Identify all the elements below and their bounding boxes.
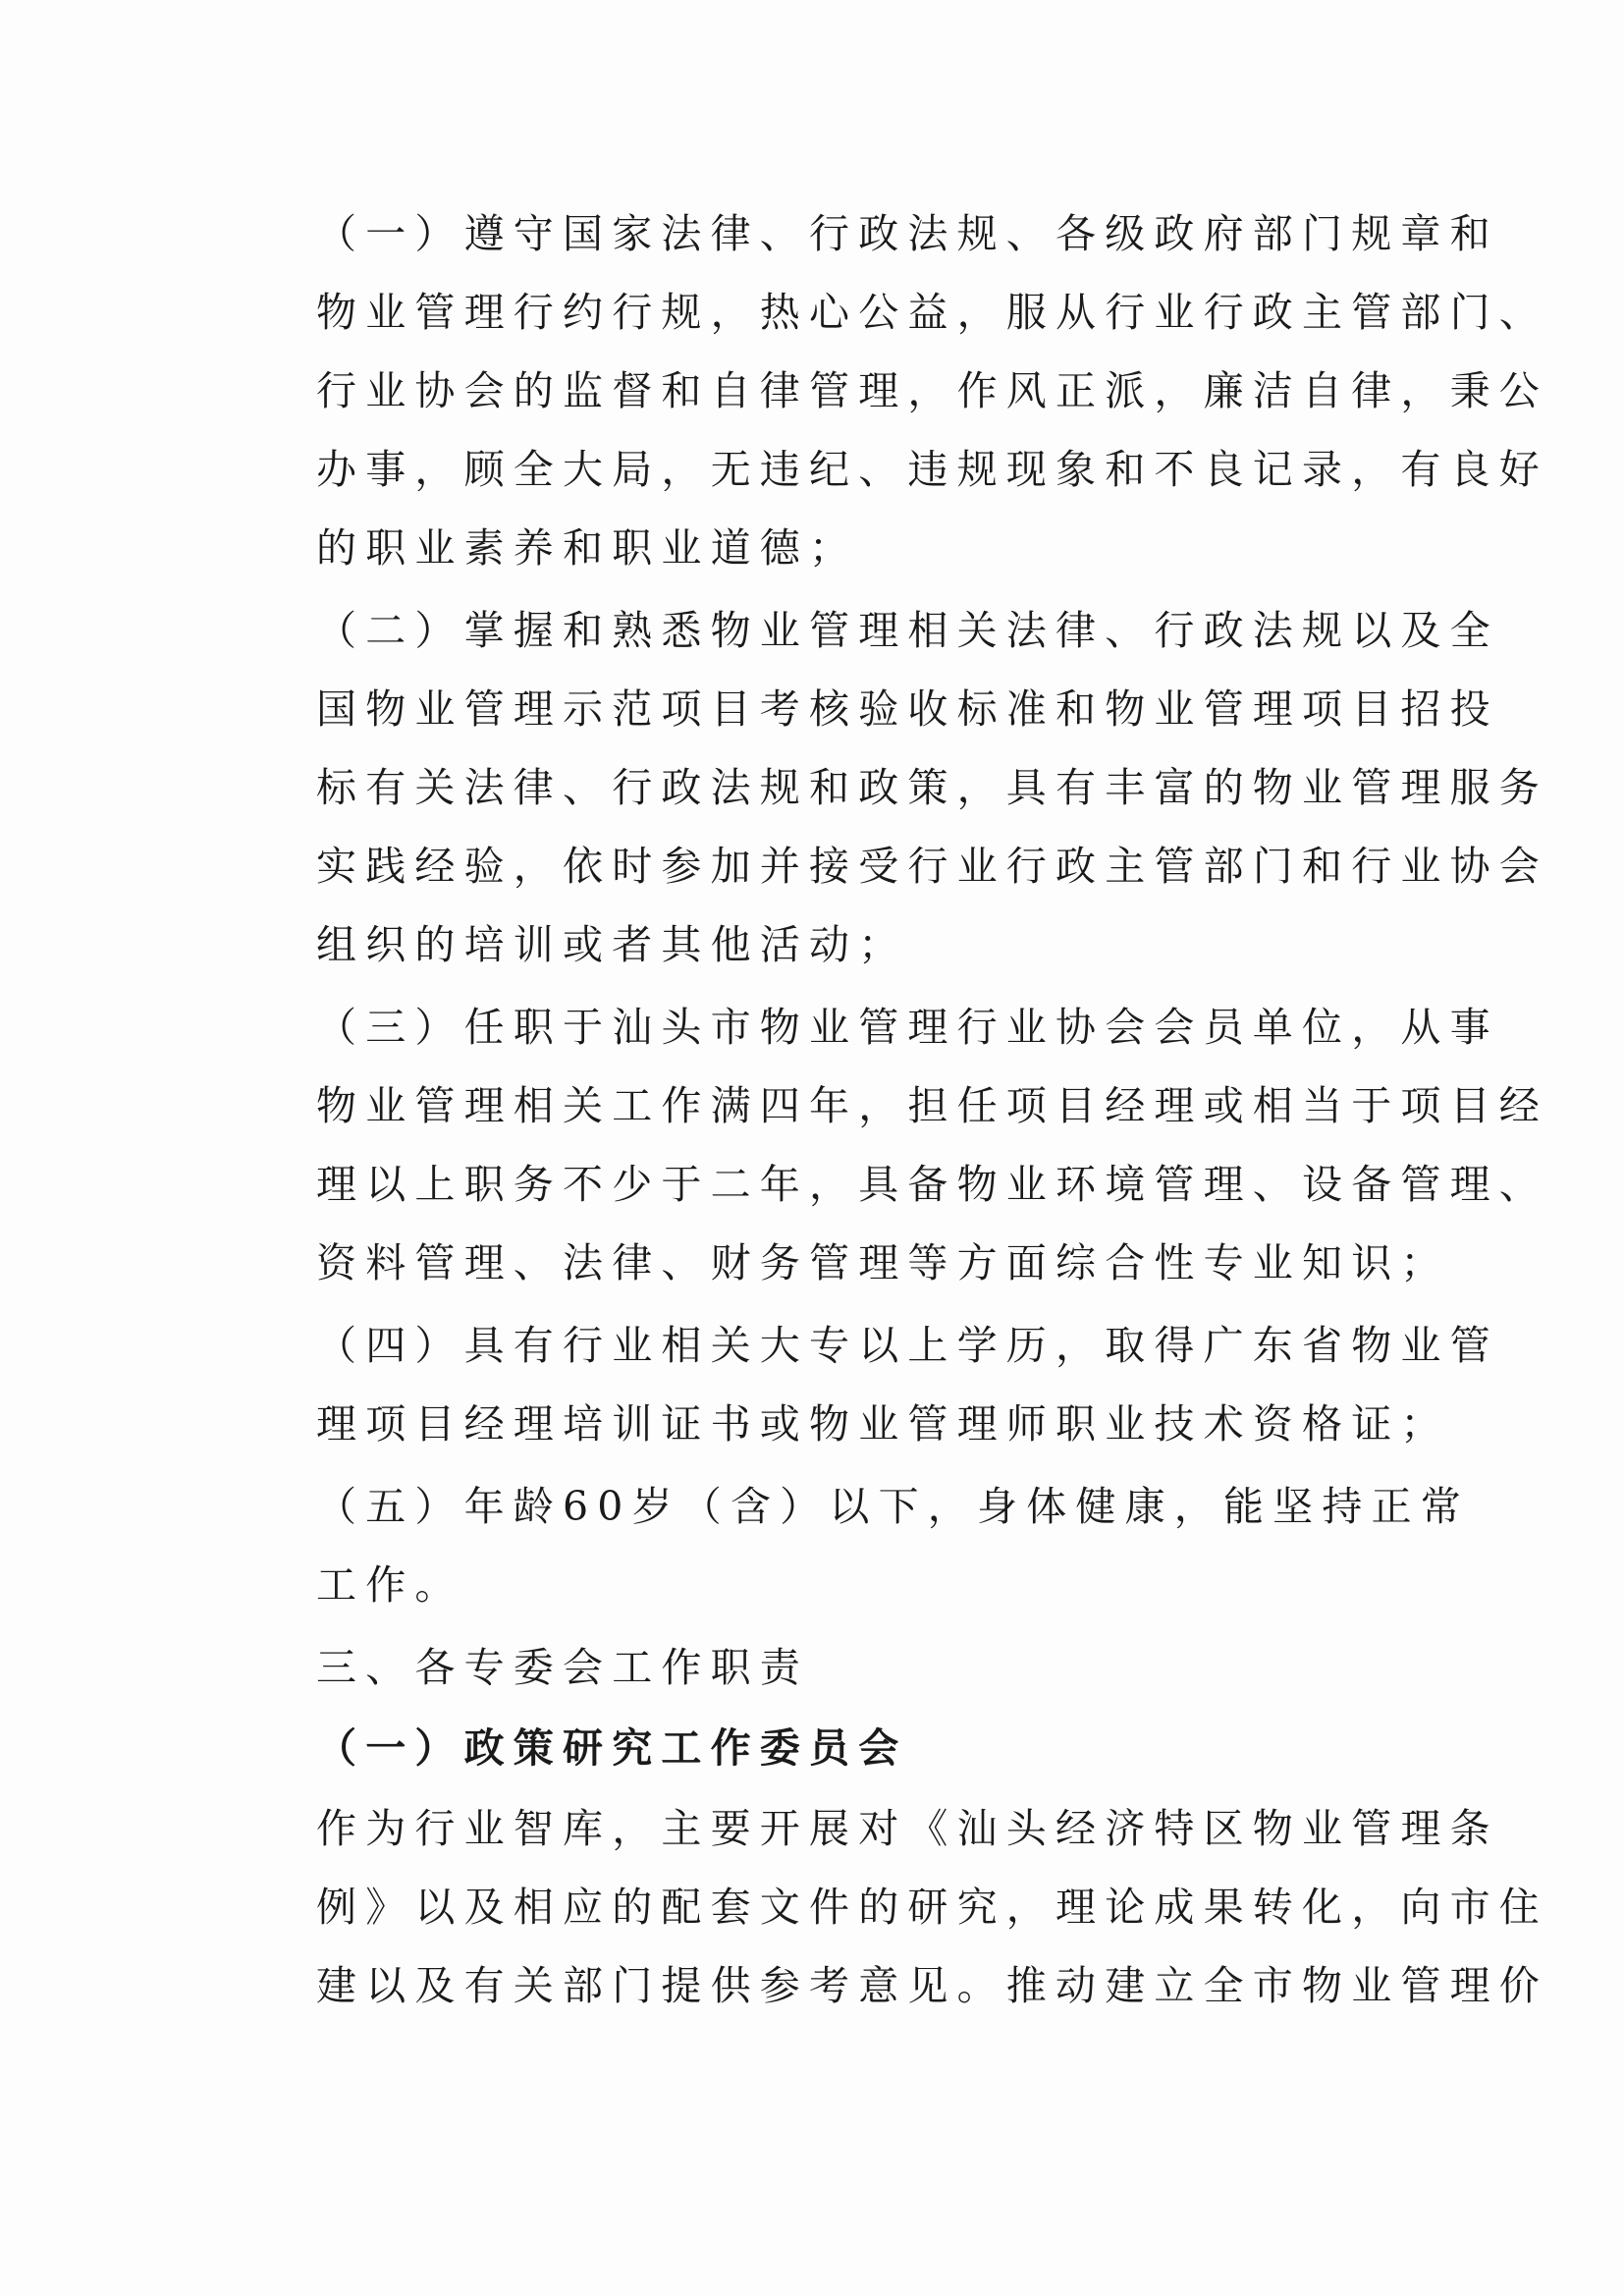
- text-line: 理以上职务不少于二年，具备物业环境管理、设备管理、: [316, 1161, 1548, 1208]
- text-line: 办事，顾全大局，无违纪、违规现象和不良记录，有良好: [316, 446, 1548, 493]
- text-line: 国物业管理示范项目考核验收标准和物业管理项目招投: [316, 685, 1499, 733]
- text-line: 理项目经理培训证书或物业管理师职业技术资格证；: [316, 1400, 1450, 1448]
- text-line: （一）遵守国家法律、行政法规、各级政府部门规章和: [316, 210, 1499, 257]
- text-line: 作为行业智库，主要开展对《汕头经济特区物业管理条: [316, 1805, 1499, 1852]
- section-heading: 三、各专委会工作职责: [316, 1644, 809, 1691]
- text-line: （五）年龄60岁（含）以下，身体健康，能坚持正常: [316, 1483, 1470, 1530]
- text-line: （四）具有行业相关大专以上学历，取得广东省物业管: [316, 1322, 1499, 1369]
- text-line: 物业管理行约行规，热心公益，服从行业行政主管部门、: [316, 289, 1548, 336]
- text-line: 标有关法律、行政法规和政策，具有丰富的物业管理服务: [316, 764, 1548, 811]
- text-line: 组织的培训或者其他活动；: [316, 921, 908, 968]
- text-line: 物业管理相关工作满四年，担任项目经理或相当于项目经: [316, 1082, 1548, 1129]
- text-line: （二）掌握和熟悉物业管理相关法律、行政法规以及全: [316, 607, 1499, 654]
- text-line: 工作。: [316, 1561, 464, 1609]
- subsection-heading: （一）政策研究工作委员会: [316, 1724, 908, 1772]
- text-line: 建以及有关部门提供参考意见。推动建立全市物业管理价: [316, 1962, 1548, 2009]
- text-line: 的职业素养和职业道德；: [316, 524, 859, 572]
- text-line: 资料管理、法律、财务管理等方面综合性专业知识；: [316, 1239, 1450, 1286]
- text-line: （三）任职于汕头市物业管理行业协会会员单位，从事: [316, 1004, 1499, 1051]
- text-line: 行业协会的监督和自律管理，作风正派，廉洁自律，秉公: [316, 367, 1548, 414]
- text-line: 例》以及相应的配套文件的研究，理论成果转化，向市住: [316, 1884, 1548, 1931]
- text-line: 实践经验，依时参加并接受行业行政主管部门和行业协会: [316, 843, 1548, 890]
